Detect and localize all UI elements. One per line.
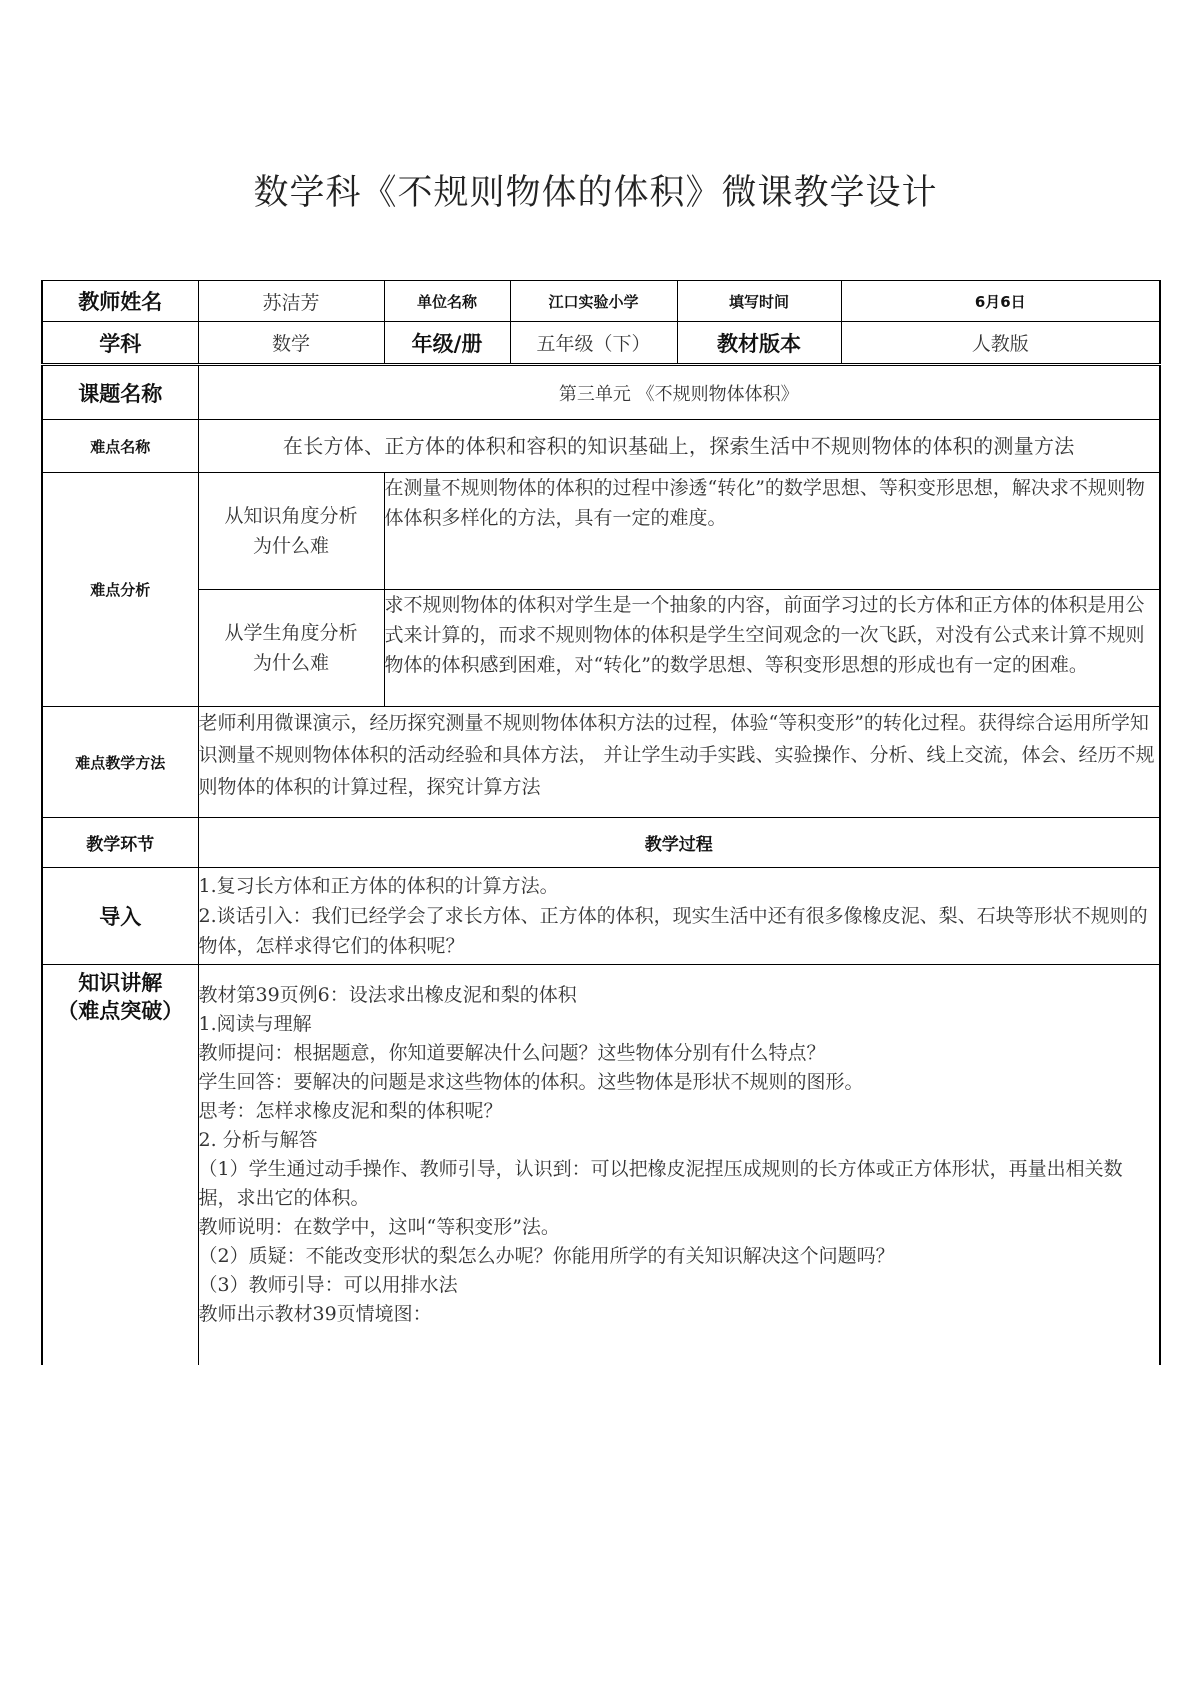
analysis-label: 难点分析 — [42, 473, 198, 707]
analysis-row-knowledge — [42, 473, 1160, 590]
intro-line-2: 2.谈话引入：我们已经学会了求长方体、正方体的体积，现实生活中还有很多像橡皮泥、梨、石块等形状不规则的物体，怎样求得它们的体积呢？ — [198, 905, 1148, 957]
lecture-row — [42, 965, 1160, 1365]
lecture-line: 学生回答：要解决的问题是求这些物体的体积。这些物体是形状不规则的图形。 — [198, 1071, 864, 1093]
teacher-name: 苏洁芳 — [198, 281, 384, 322]
subject-label: 学科 — [42, 322, 198, 365]
grade-value: 五年级（下） — [510, 322, 677, 365]
intro-line-1: 1.复习长方体和正方体的体积的计算方法。 — [198, 875, 559, 897]
lecture-label — [42, 965, 198, 1365]
intro-label: 导入 — [42, 868, 198, 965]
lesson-design-table — [41, 280, 1161, 1365]
edition-label: 教材版本 — [677, 322, 841, 365]
knowledge-angle-label: 从知识角度分析为什么难 — [198, 473, 384, 590]
process-header: 教学过程 — [198, 818, 1160, 868]
method-label: 难点教学方法 — [42, 707, 198, 818]
difficulty-label: 难点名称 — [42, 420, 198, 473]
topic-row — [42, 365, 1160, 420]
knowledge-angle-text: 在测量不规则物体的体积的过程中渗透“转化”的数学思想、等积变形思想，解决求不规则物体体积多样化的方法，具有一定的难度。 — [384, 473, 1160, 590]
lecture-text — [198, 965, 1160, 1365]
difficulty-value: 在长方体、正方体的体积和容积的知识基础上，探索生活中不规则物体的体积的测量方法 — [198, 420, 1160, 473]
lecture-label-line-2: （难点突破） — [57, 999, 184, 1023]
info-row-1 — [42, 281, 1160, 322]
date-value: 6月6日 — [841, 281, 1160, 322]
page-title: 数学科《不规则物体的体积》微课教学设计 — [253, 173, 938, 213]
unit-name: 江口实验小学 — [510, 281, 677, 322]
student-angle-label: 从学生角度分析为什么难 — [198, 590, 384, 707]
lecture-line: 教师出示教材39页情境图： — [198, 1303, 432, 1325]
lecture-line: 思考：怎样求橡皮泥和梨的体积呢？ — [198, 1100, 503, 1122]
date-label: 填写时间 — [677, 281, 841, 322]
lecture-line: 教材第39页例6：设法求出橡皮泥和梨的体积 — [198, 984, 577, 1006]
stage-header: 教学环节 — [42, 818, 198, 868]
lecture-line: （1）学生通过动手操作、教师引导，认识到：可以把橡皮泥捏压成规则的长方体或正方体形状，再量出相关数据，求出它的体积。 — [198, 1158, 1123, 1209]
lecture-line: 教师提问：根据题意，你知道要解决什么问题？这些物体分别有什么特点？ — [198, 1042, 826, 1064]
edition-value: 人教版 — [841, 322, 1160, 365]
analysis-row-student — [42, 590, 1160, 707]
process-header-row — [42, 818, 1160, 868]
lecture-line: 教师说明：在数学中，这叫“等积变形”法。 — [198, 1216, 560, 1238]
difficulty-row — [42, 420, 1160, 473]
subject-value: 数学 — [198, 322, 384, 365]
lecture-label-line-1: 知识讲解 — [78, 971, 163, 995]
method-row — [42, 707, 1160, 818]
lecture-line: 1.阅读与理解 — [198, 1013, 312, 1035]
intro-text — [198, 868, 1160, 965]
teacher-label: 教师姓名 — [42, 281, 198, 322]
lecture-line: （3）教师引导：可以用排水法 — [198, 1274, 458, 1296]
topic-value: 第三单元 《不规则物体体积》 — [198, 365, 1160, 420]
lecture-line: （2）质疑：不能改变形状的梨怎么办呢？你能用所学的有关知识解决这个问题吗？ — [198, 1245, 895, 1267]
unit-label: 单位名称 — [384, 281, 510, 322]
student-angle-text: 求不规则物体的体积对学生是一个抽象的内容，前面学习过的长方体和正方体的体积是用公式来计算的，而求不规则物体的体积是学生空间观念的一次飞跃，对没有公式来计算不规则物体的体积感到困难，对“转化”的数学思想、等积变形思想的形成也有一定的困难。 — [384, 590, 1160, 707]
intro-row — [42, 868, 1160, 965]
lecture-line: 2. 分析与解答 — [198, 1129, 318, 1151]
method-text: 老师利用微课演示，经历探究测量不规则物体体积方法的过程，体验“等积变形”的转化过程。获得综合运用所学知识测量不规则物体体积的活动经验和具体方法， 并让学生动手实践、实验操作、分析、线上交流，体会、经历不规则物体的体积的计算过程，探究计算方法 — [198, 707, 1160, 818]
info-row-2 — [42, 322, 1160, 365]
grade-label: 年级/册 — [384, 322, 510, 365]
topic-label: 课题名称 — [42, 365, 198, 420]
